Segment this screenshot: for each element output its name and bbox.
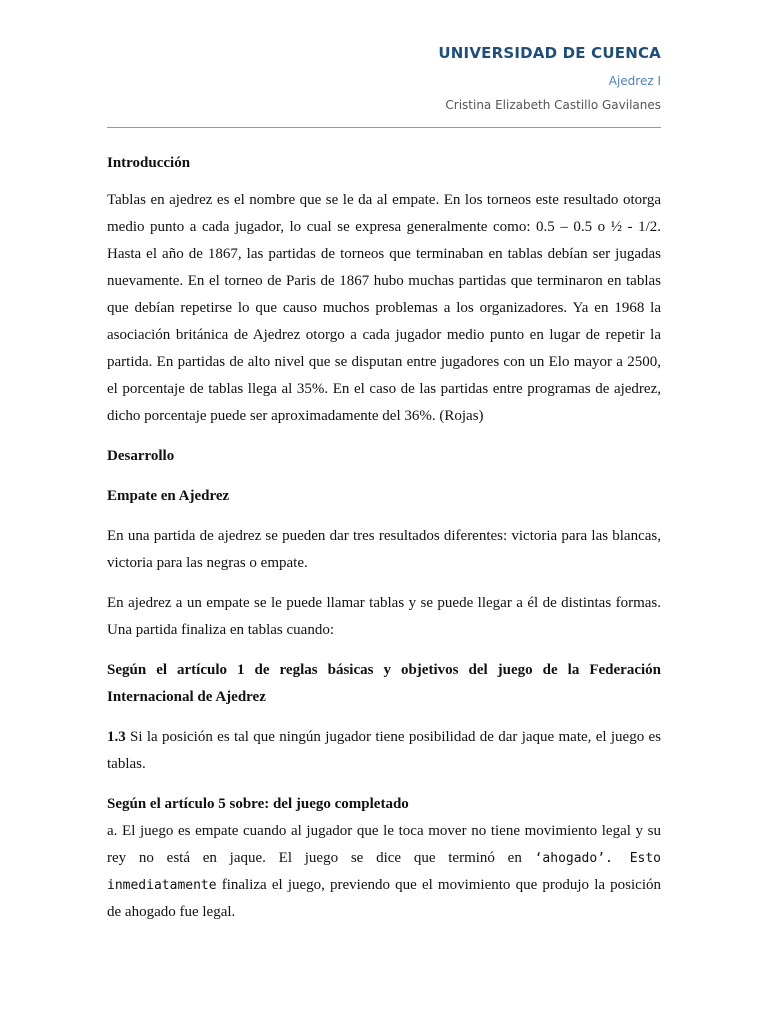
rule-a-text-1: a. El juego es empate cuando al jugador que le toca mover no tiene movimiento legal y su rey no está en jaque. El juego se dice que terminó en	[107, 823, 661, 866]
intro-heading: Introducción	[107, 155, 191, 171]
document-body	[107, 150, 661, 926]
rule-1-3-number: 1.3	[107, 729, 126, 745]
course-name: Ajedrez I	[608, 74, 661, 88]
empate-heading: Empate en Ajedrez	[107, 488, 230, 504]
article5-heading: Según el artículo 5 sobre: del juego completado	[107, 796, 409, 812]
page-header	[107, 44, 661, 112]
results-paragraph: En una partida de ajedrez se pueden dar tres resultados diferentes: victoria para las blancas, victoria para las negras o empate.	[107, 528, 661, 571]
university-name: UNIVERSIDAD DE CUENCA	[438, 44, 661, 62]
rule-1-3-paragraph	[107, 724, 661, 778]
rule-1-3-text: Si la posición es tal que ningún jugador tiene posibilidad de dar jaque mate, el juego es tablas.	[107, 729, 661, 772]
intro-paragraph: Tablas en ajedrez es el nombre que se le da al empate. En los torneos este resultado otorga medio punto a cada jugador, lo cual se expresa generalmente como: 0.5 – 0.5 o ½ - 1/2. Hasta el año de 1867, las partidas de torneos que terminaban en tablas debían ser jugadas nuevamente. En el torneo de Paris de 1867 hubo muchas partidas que terminaron en tablas que debían repetirse lo que causo muchos problemas a los organizadores. Ya en 1968 la asociación británica de Ajedrez otorgo a cada jugador medio punto en lugar de repetir la partida. En partidas de alto nivel que se disputan entre jugadores con un Elo mayor a 2500, el porcentaje de tablas llega al 35%. En el caso de las partidas entre programas de ajedrez, dicho porcentaje puede ser aproximadamente del 36%. (Rojas)	[107, 192, 661, 424]
author-name: Cristina Elizabeth Castillo Gavilanes	[445, 98, 661, 112]
tablas-paragraph: En ajedrez a un empate se le puede llamar tablas y se puede llegar a él de distintas formas. Una partida finaliza en tablas cuando:	[107, 595, 661, 638]
article1-heading: Según el artículo 1 de reglas básicas y objetivos del juego de la Federación Internacional de Ajedrez	[107, 662, 661, 705]
rule-a-text-2: ‘ahogado’. Esto inmediatamente	[107, 851, 662, 893]
desarrollo-heading: Desarrollo	[107, 448, 175, 464]
rule-a-text-3: finaliza el juego, previendo que el movimiento que produjo la posición de ahogado fue legal.	[107, 877, 661, 920]
header-divider	[107, 127, 661, 128]
rule-a-paragraph	[107, 818, 661, 926]
